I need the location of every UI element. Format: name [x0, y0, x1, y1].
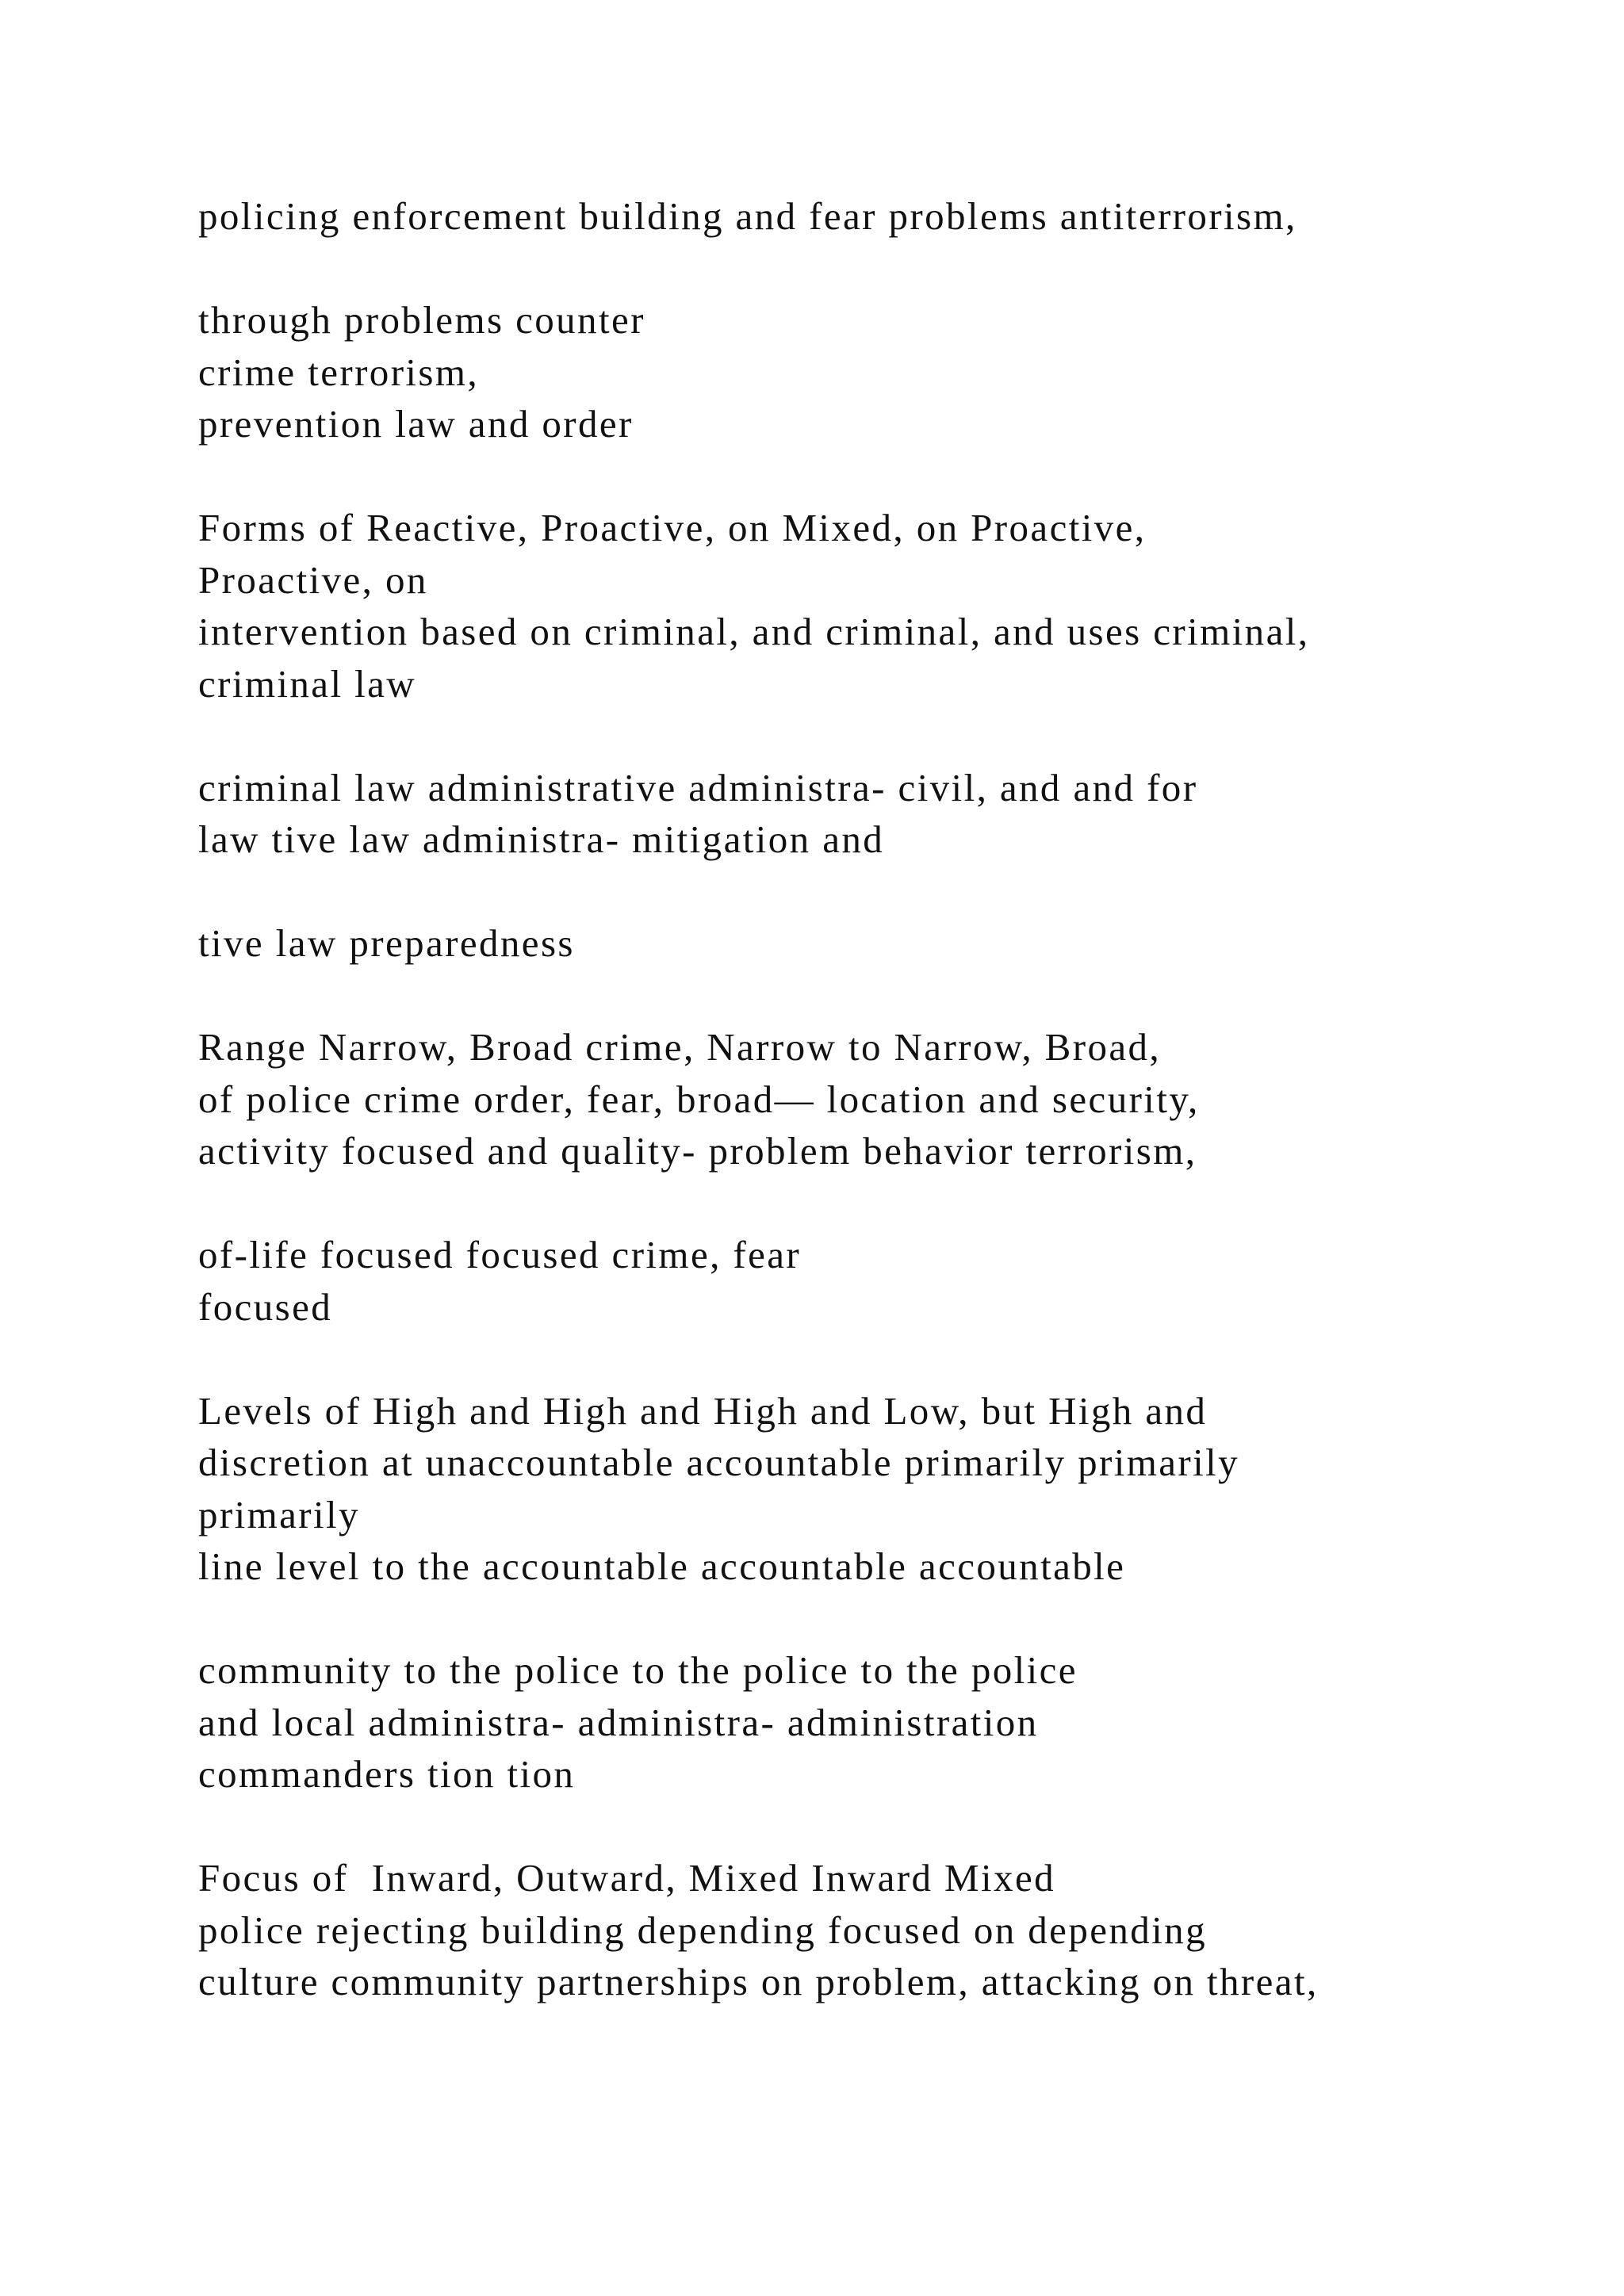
paragraph-1	[198, 190, 1546, 243]
text-line: activity focused and quality- problem behavior terrorism,	[198, 1129, 1197, 1173]
text-line: Forms of Reactive, Proactive, on Mixed, on Proactive,	[198, 506, 1147, 549]
text-line: criminal law	[198, 661, 417, 706]
text-line: policing enforcement building and fear problems antiterrorism,	[198, 194, 1297, 238]
text-line: criminal law administrative administra- civil, and and for	[198, 765, 1198, 809]
text-line: and local administra- administra- administration	[198, 1700, 1039, 1744]
text-line: crime terrorism,	[198, 350, 480, 394]
text-line: prevention law and order	[198, 402, 634, 446]
paragraph-2	[198, 294, 1546, 450]
paragraph-forms-of-intervention	[198, 502, 1546, 710]
text-line: intervention based on criminal, and criminal, and uses criminal,	[198, 610, 1310, 653]
text-line: tive law preparedness	[198, 921, 575, 965]
paragraph-range-of-police-activity	[198, 1021, 1546, 1177]
text-line: Proactive, on	[198, 557, 428, 602]
text-line: Range Narrow, Broad crime, Narrow to Narrow, Broad,	[198, 1025, 1162, 1069]
text-line: culture community partnerships on problem, attacking on threat,	[198, 1960, 1319, 2003]
text-line: commanders tion tion	[198, 1752, 576, 1796]
text-line: primarily	[198, 1492, 360, 1536]
text-line: police rejecting building depending focused on depending	[198, 1908, 1207, 1952]
document-body	[198, 190, 1546, 2060]
paragraph-5	[198, 917, 1546, 970]
text-line: line level to the accountable accountable accountable	[198, 1544, 1126, 1588]
paragraph-7	[198, 1229, 1546, 1333]
paragraph-4	[198, 762, 1546, 866]
paragraph-9	[198, 1644, 1546, 1800]
text-line: community to the police to the police to the police	[198, 1648, 1078, 1692]
text-line: Focus of Inward, Outward, Mixed Inward Mixed	[198, 1856, 1055, 1900]
text-line: focused	[198, 1284, 333, 1329]
text-line: discretion at unaccountable accountable primarily primarily	[198, 1441, 1240, 1484]
paragraph-levels-of-discretion	[198, 1385, 1546, 1593]
text-line: of-life focused focused crime, fear	[198, 1233, 802, 1276]
text-line: through problems counter	[198, 298, 645, 342]
paragraph-focus-of-police-culture	[198, 1852, 1546, 2008]
text-line: Levels of High and High and High and Low, but High and	[198, 1388, 1208, 1433]
text-line: of police crime order, fear, broad— location and security,	[198, 1077, 1200, 1121]
text-line: law tive law administra- mitigation and	[198, 817, 885, 861]
